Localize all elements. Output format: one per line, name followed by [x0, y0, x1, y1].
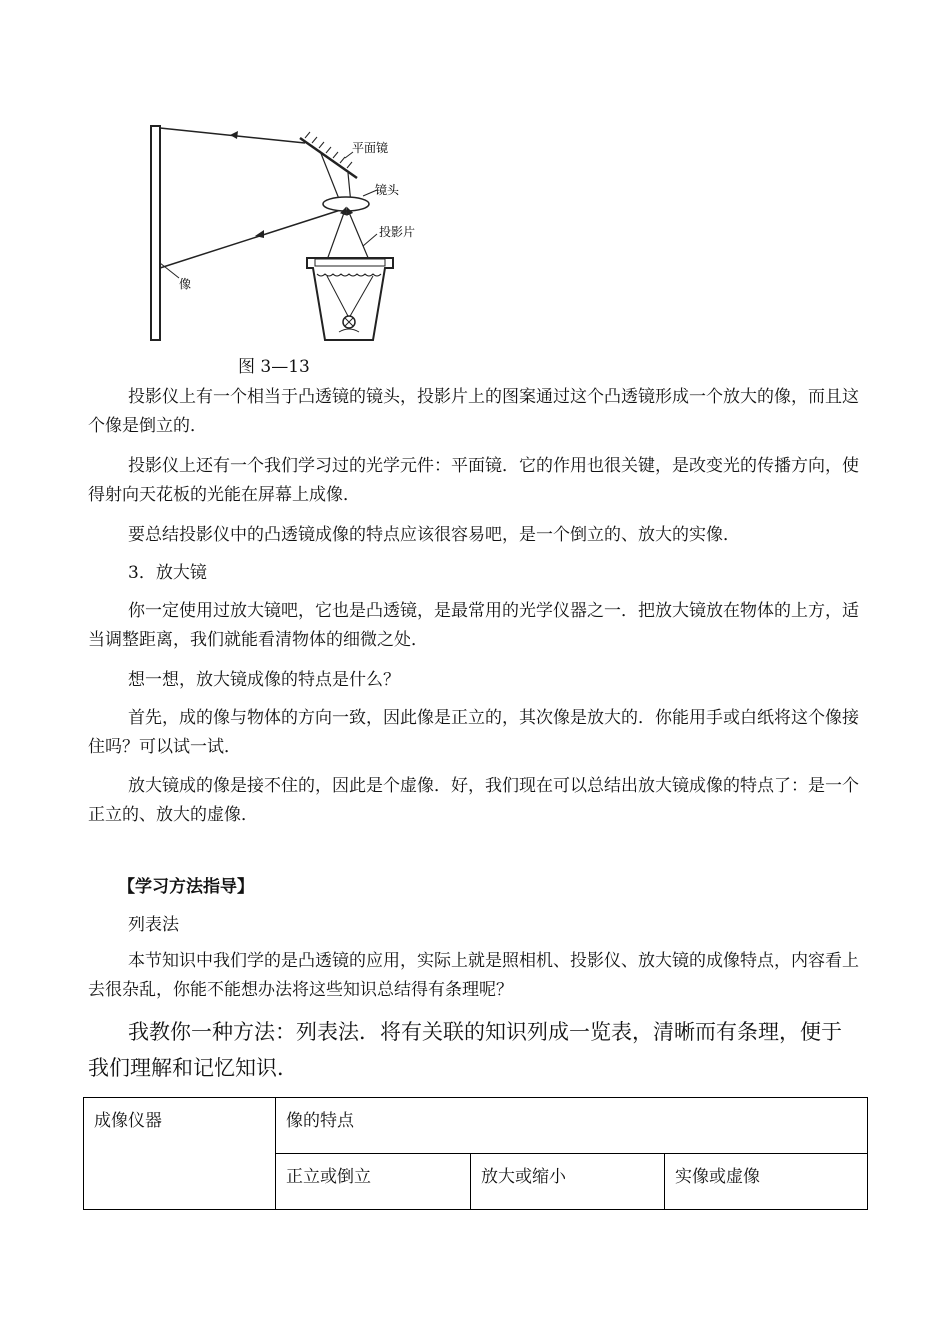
method-name: 列表法 [128, 915, 179, 935]
paragraph: 想一想，放大镜成像的特点是什么？ [128, 670, 400, 690]
label-lens: 镜头 [375, 183, 400, 197]
slide [315, 259, 385, 266]
table-header-instrument: 成像仪器 [84, 1098, 276, 1210]
table-subheader: 正立或倒立 [276, 1154, 471, 1210]
label-slide: 投影片 [379, 225, 416, 239]
comparison-table [83, 1097, 868, 1210]
label-image: 像 [179, 277, 192, 291]
paragraph: 放大镜成的像是接不住的，因此是个虚像．好，我们现在可以总结出放大镜成像的特点了：是一个正立的、放大的虚像． [88, 776, 859, 825]
paragraph: 投影仪上有一个相当于凸透镜的镜头，投影片上的图案通过这个凸透镜形成一个放大的像，而且这个像是倒立的． [88, 387, 859, 436]
paragraph: 你一定使用过放大镜吧，它也是凸透镜，是最常用的光学仪器之一．把放大镜放在物体的上方，适当调整距离，我们就能看清物体的细微之处． [88, 601, 859, 650]
lens [323, 197, 369, 211]
projector-diagram [145, 118, 430, 350]
section-heading-magnifier: 3．放大镜 [128, 563, 207, 583]
paragraph: 投影仪上还有一个我们学习过的光学元件：平面镜．它的作用也很关键，是改变光的传播方向，使得射向天花板的光能在屏幕上成像． [88, 456, 859, 505]
label-mirror: 平面镜 [352, 141, 389, 155]
section-heading-method: 【学习方法指导】 [118, 877, 254, 897]
table-subheader: 放大或缩小 [471, 1154, 665, 1210]
paragraph: 本节知识中我们学的是凸透镜的应用，实际上就是照相机、投影仪、放大镜的成像特点，内容看上去很杂乱，你能不能想办法将这些知识总结得有条理呢？ [88, 951, 859, 1000]
screen [151, 126, 160, 340]
paragraph-large: 我教你一种方法：列表法．将有关联的知识列成一览表，清晰而有条理，便于我们理解和记忆知识． [88, 1020, 842, 1080]
table-subheader: 实像或虚像 [665, 1154, 868, 1210]
projector-diagram-svg [145, 118, 430, 350]
paragraph: 首先，成的像与物体的方向一致，因此像是正立的，其次像是放大的．你能用手或白纸将这个像接住吗？可以试一试． [88, 708, 859, 757]
table-header-features: 像的特点 [276, 1098, 868, 1154]
figure-caption: 图 3—13 [238, 357, 310, 377]
paragraph: 要总结投影仪中的凸透镜成像的特点应该很容易吧，是一个倒立的、放大的实像． [128, 525, 740, 545]
